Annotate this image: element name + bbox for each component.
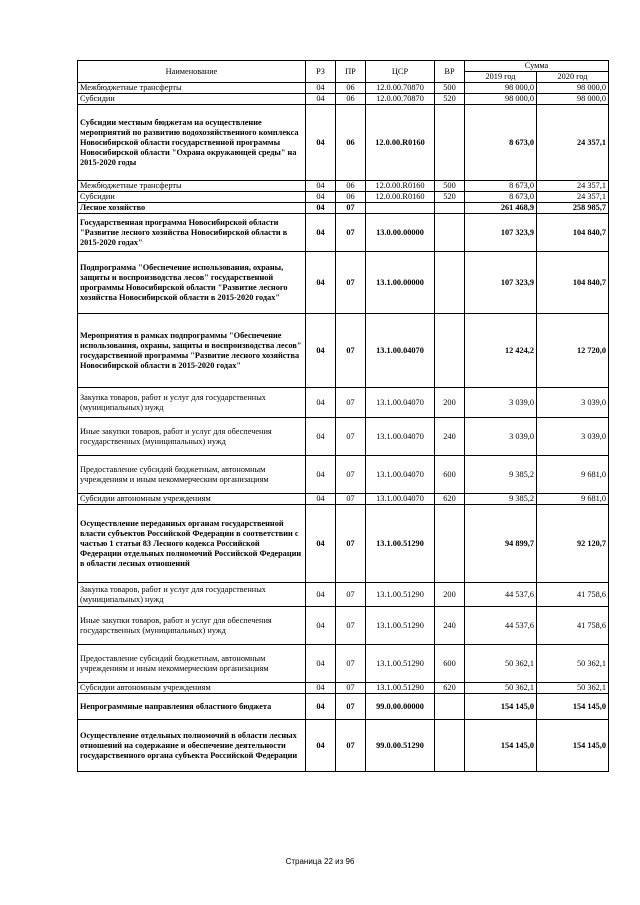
- cell-csr: 13.1.00.04070: [366, 314, 435, 388]
- cell-csr: 13.1.00.51290: [366, 583, 435, 607]
- cell-name: Предоставление субсидий бюджетным, автономным учреждениям и иным некоммерческим организациям: [78, 456, 306, 494]
- cell-rz: 04: [306, 252, 336, 314]
- cell-vr: 240: [435, 607, 465, 645]
- cell-y2019: 107 323,9: [465, 214, 537, 252]
- cell-y2019: 44 537,6: [465, 607, 537, 645]
- cell-csr: 99.0.00.00000: [366, 694, 435, 720]
- cell-csr: 13.1.00.04070: [366, 456, 435, 494]
- table-row: [78, 94, 609, 105]
- cell-vr: 600: [435, 645, 465, 683]
- cell-name: Субсидии: [78, 192, 306, 203]
- cell-name: Осуществление отдельных полномочий в области лесных отношений на содержание и обеспечение деятельности государственного органа субъекта Российской Федерации: [78, 720, 306, 772]
- cell-y2019: 8 673,0: [465, 105, 537, 181]
- cell-rz: 04: [306, 694, 336, 720]
- header-rz: РЗ: [306, 61, 336, 83]
- cell-y2020: 24 357,1: [537, 192, 609, 203]
- cell-name: Непрограммные направления областного бюджета: [78, 694, 306, 720]
- cell-y2020: 3 039,0: [537, 418, 609, 456]
- cell-name: Субсидии автономным учреждениям: [78, 494, 306, 505]
- cell-y2020: 154 145,0: [537, 720, 609, 772]
- cell-vr: 500: [435, 83, 465, 94]
- cell-vr: [435, 214, 465, 252]
- cell-rz: 04: [306, 683, 336, 694]
- cell-rz: 04: [306, 203, 336, 214]
- cell-y2020: 154 145,0: [537, 694, 609, 720]
- cell-y2020: 92 120,7: [537, 505, 609, 583]
- cell-y2019: 9 385,2: [465, 494, 537, 505]
- cell-rz: 04: [306, 94, 336, 105]
- cell-y2020: 9 681,0: [537, 456, 609, 494]
- cell-y2020: 24 357,1: [537, 105, 609, 181]
- cell-y2019: 94 899,7: [465, 505, 537, 583]
- cell-name: Межбюджетные трансферты: [78, 181, 306, 192]
- table-row: [78, 314, 609, 388]
- cell-y2019: 154 145,0: [465, 720, 537, 772]
- cell-name: Субсидии автономным учреждениям: [78, 683, 306, 694]
- cell-csr: 12.0.00.R0160: [366, 181, 435, 192]
- cell-pr: 06: [336, 105, 366, 181]
- cell-csr: 12.0.00.R0160: [366, 192, 435, 203]
- cell-rz: 04: [306, 583, 336, 607]
- cell-pr: 07: [336, 314, 366, 388]
- cell-y2020: 50 362,1: [537, 645, 609, 683]
- cell-pr: 07: [336, 252, 366, 314]
- cell-vr: [435, 105, 465, 181]
- cell-y2020: 98 000,0: [537, 83, 609, 94]
- cell-y2019: 3 039,0: [465, 388, 537, 418]
- table-row: [78, 607, 609, 645]
- cell-vr: 520: [435, 192, 465, 203]
- table-row: [78, 694, 609, 720]
- cell-pr: 06: [336, 94, 366, 105]
- cell-name: Закупка товаров, работ и услуг для государственных (муниципальных) нужд: [78, 388, 306, 418]
- table-row: [78, 252, 609, 314]
- cell-pr: 07: [336, 505, 366, 583]
- header-name: Наименование: [78, 61, 306, 83]
- cell-y2019: 44 537,6: [465, 583, 537, 607]
- cell-y2020: 104 840,7: [537, 214, 609, 252]
- page-footer: Страница 22 из 96: [285, 857, 355, 866]
- table-row: [78, 720, 609, 772]
- cell-y2020: 12 720,0: [537, 314, 609, 388]
- cell-name: Подпрограмма "Обеспечение использования, охраны, защиты и воспроизводства лесов" государственной программы Новосибирской области "Развитие лесного хозяйства Новосибирской области в 2015-2020 годах": [78, 252, 306, 314]
- cell-csr: [366, 203, 435, 214]
- cell-vr: [435, 203, 465, 214]
- header-vr: ВР: [435, 61, 465, 83]
- table-row: [78, 494, 609, 505]
- budget-table: [77, 60, 609, 772]
- cell-y2020: 50 362,1: [537, 683, 609, 694]
- table-row: [78, 105, 609, 181]
- cell-y2020: 9 681,0: [537, 494, 609, 505]
- cell-y2020: 41 758,6: [537, 607, 609, 645]
- table-row: [78, 505, 609, 583]
- cell-pr: 07: [336, 456, 366, 494]
- cell-name: Мероприятия в рамках подпрограммы "Обеспечение использования, охраны, защиты и воспроизводства лесов" государственной программы "Развитие лесного хозяйства Новосибирской области в 2015-2020 годах": [78, 314, 306, 388]
- cell-pr: 06: [336, 83, 366, 94]
- cell-y2019: 3 039,0: [465, 418, 537, 456]
- cell-name: Предоставление субсидий бюджетным, автономным учреждениям и иным некоммерческим организациям: [78, 645, 306, 683]
- cell-y2020: 104 840,7: [537, 252, 609, 314]
- cell-pr: 07: [336, 203, 366, 214]
- cell-y2019: 154 145,0: [465, 694, 537, 720]
- header-sum: Сумма: [465, 61, 609, 72]
- cell-rz: 04: [306, 192, 336, 203]
- cell-y2019: 107 323,9: [465, 252, 537, 314]
- table-row: [78, 645, 609, 683]
- cell-vr: 500: [435, 181, 465, 192]
- cell-vr: [435, 694, 465, 720]
- cell-rz: 04: [306, 720, 336, 772]
- cell-y2019: 12 424,2: [465, 314, 537, 388]
- cell-csr: 13.1.00.04070: [366, 418, 435, 456]
- cell-csr: 12.0.00.70870: [366, 83, 435, 94]
- cell-y2019: 261 468,9: [465, 203, 537, 214]
- cell-csr: 13.1.00.51290: [366, 683, 435, 694]
- cell-name: Субсидии: [78, 94, 306, 105]
- cell-csr: 13.0.00.00000: [366, 214, 435, 252]
- cell-vr: 200: [435, 388, 465, 418]
- cell-y2020: 41 758,6: [537, 583, 609, 607]
- cell-y2019: 8 673,0: [465, 192, 537, 203]
- cell-vr: [435, 252, 465, 314]
- cell-vr: 600: [435, 456, 465, 494]
- table-row: [78, 418, 609, 456]
- cell-csr: 99.0.00.51290: [366, 720, 435, 772]
- cell-rz: 04: [306, 494, 336, 505]
- cell-y2020: 258 985,7: [537, 203, 609, 214]
- cell-vr: 620: [435, 494, 465, 505]
- header-csr: ЦСР: [366, 61, 435, 83]
- cell-rz: 04: [306, 181, 336, 192]
- cell-vr: [435, 505, 465, 583]
- table-row: [78, 388, 609, 418]
- cell-vr: 200: [435, 583, 465, 607]
- header-2019: 2019 год: [465, 72, 537, 83]
- cell-rz: 04: [306, 214, 336, 252]
- cell-rz: 04: [306, 456, 336, 494]
- cell-y2019: 50 362,1: [465, 683, 537, 694]
- cell-y2019: 8 673,0: [465, 181, 537, 192]
- cell-csr: 12.0.00.70870: [366, 94, 435, 105]
- table-body: [78, 83, 609, 772]
- cell-pr: 07: [336, 418, 366, 456]
- cell-vr: 520: [435, 94, 465, 105]
- cell-rz: 04: [306, 105, 336, 181]
- table-row: [78, 456, 609, 494]
- cell-csr: 13.1.00.51290: [366, 645, 435, 683]
- cell-pr: 07: [336, 683, 366, 694]
- cell-y2019: 98 000,0: [465, 83, 537, 94]
- cell-name: Межбюджетные трансферты: [78, 83, 306, 94]
- cell-rz: 04: [306, 418, 336, 456]
- cell-name: Лесное хозяйство: [78, 203, 306, 214]
- cell-pr: 07: [336, 214, 366, 252]
- cell-csr: 13.1.00.04070: [366, 494, 435, 505]
- cell-pr: 07: [336, 388, 366, 418]
- cell-pr: 06: [336, 181, 366, 192]
- table-row: [78, 683, 609, 694]
- cell-rz: 04: [306, 388, 336, 418]
- cell-csr: 12.0.00.R0160: [366, 105, 435, 181]
- cell-csr: 13.1.00.00000: [366, 252, 435, 314]
- cell-name: Иные закупки товаров, работ и услуг для обеспечения государственных (муниципальных) нужд: [78, 418, 306, 456]
- cell-rz: 04: [306, 314, 336, 388]
- table-row: [78, 214, 609, 252]
- cell-pr: 07: [336, 645, 366, 683]
- table-row: [78, 181, 609, 192]
- cell-y2019: 50 362,1: [465, 645, 537, 683]
- cell-name: Субсидии местным бюджетам на осуществление мероприятий по развитию водохозяйственного комплекса Новосибирской области государственной программы Новосибирской области "Охрана окружающей среды" на 2015-2020 годы: [78, 105, 306, 181]
- cell-name: Осуществление переданных органам государственной власти субъектов Российской Федерации в соответствии с частью 1 статьи 83 Лесного кодекса Российской Федерации отдельных полномочий Российской Федерации в области лесных отношений: [78, 505, 306, 583]
- cell-pr: 06: [336, 192, 366, 203]
- cell-rz: 04: [306, 505, 336, 583]
- cell-csr: 13.1.00.51290: [366, 607, 435, 645]
- table-row: [78, 583, 609, 607]
- cell-vr: 620: [435, 683, 465, 694]
- cell-y2019: 98 000,0: [465, 94, 537, 105]
- cell-csr: 13.1.00.51290: [366, 505, 435, 583]
- cell-rz: 04: [306, 83, 336, 94]
- cell-csr: 13.1.00.04070: [366, 388, 435, 418]
- cell-vr: 240: [435, 418, 465, 456]
- cell-vr: [435, 314, 465, 388]
- cell-name: Государственная программа Новосибирской области "Развитие лесного хозяйства Новосибирской области в 2015-2020 годах": [78, 214, 306, 252]
- table-row: [78, 192, 609, 203]
- header-pr: ПР: [336, 61, 366, 83]
- cell-name: Закупка товаров, работ и услуг для государственных (муниципальных) нужд: [78, 583, 306, 607]
- cell-y2020: 98 000,0: [537, 94, 609, 105]
- cell-pr: 07: [336, 494, 366, 505]
- header-2020: 2020 год: [537, 72, 609, 83]
- cell-y2020: 24 357,1: [537, 181, 609, 192]
- cell-pr: 07: [336, 583, 366, 607]
- cell-pr: 07: [336, 694, 366, 720]
- cell-rz: 04: [306, 607, 336, 645]
- cell-pr: 07: [336, 720, 366, 772]
- cell-y2020: 3 039,0: [537, 388, 609, 418]
- table-row: [78, 203, 609, 214]
- cell-vr: [435, 720, 465, 772]
- cell-rz: 04: [306, 645, 336, 683]
- cell-y2019: 9 385,2: [465, 456, 537, 494]
- cell-pr: 07: [336, 607, 366, 645]
- table-row: [78, 83, 609, 94]
- cell-name: Иные закупки товаров, работ и услуг для обеспечения государственных (муниципальных) нужд: [78, 607, 306, 645]
